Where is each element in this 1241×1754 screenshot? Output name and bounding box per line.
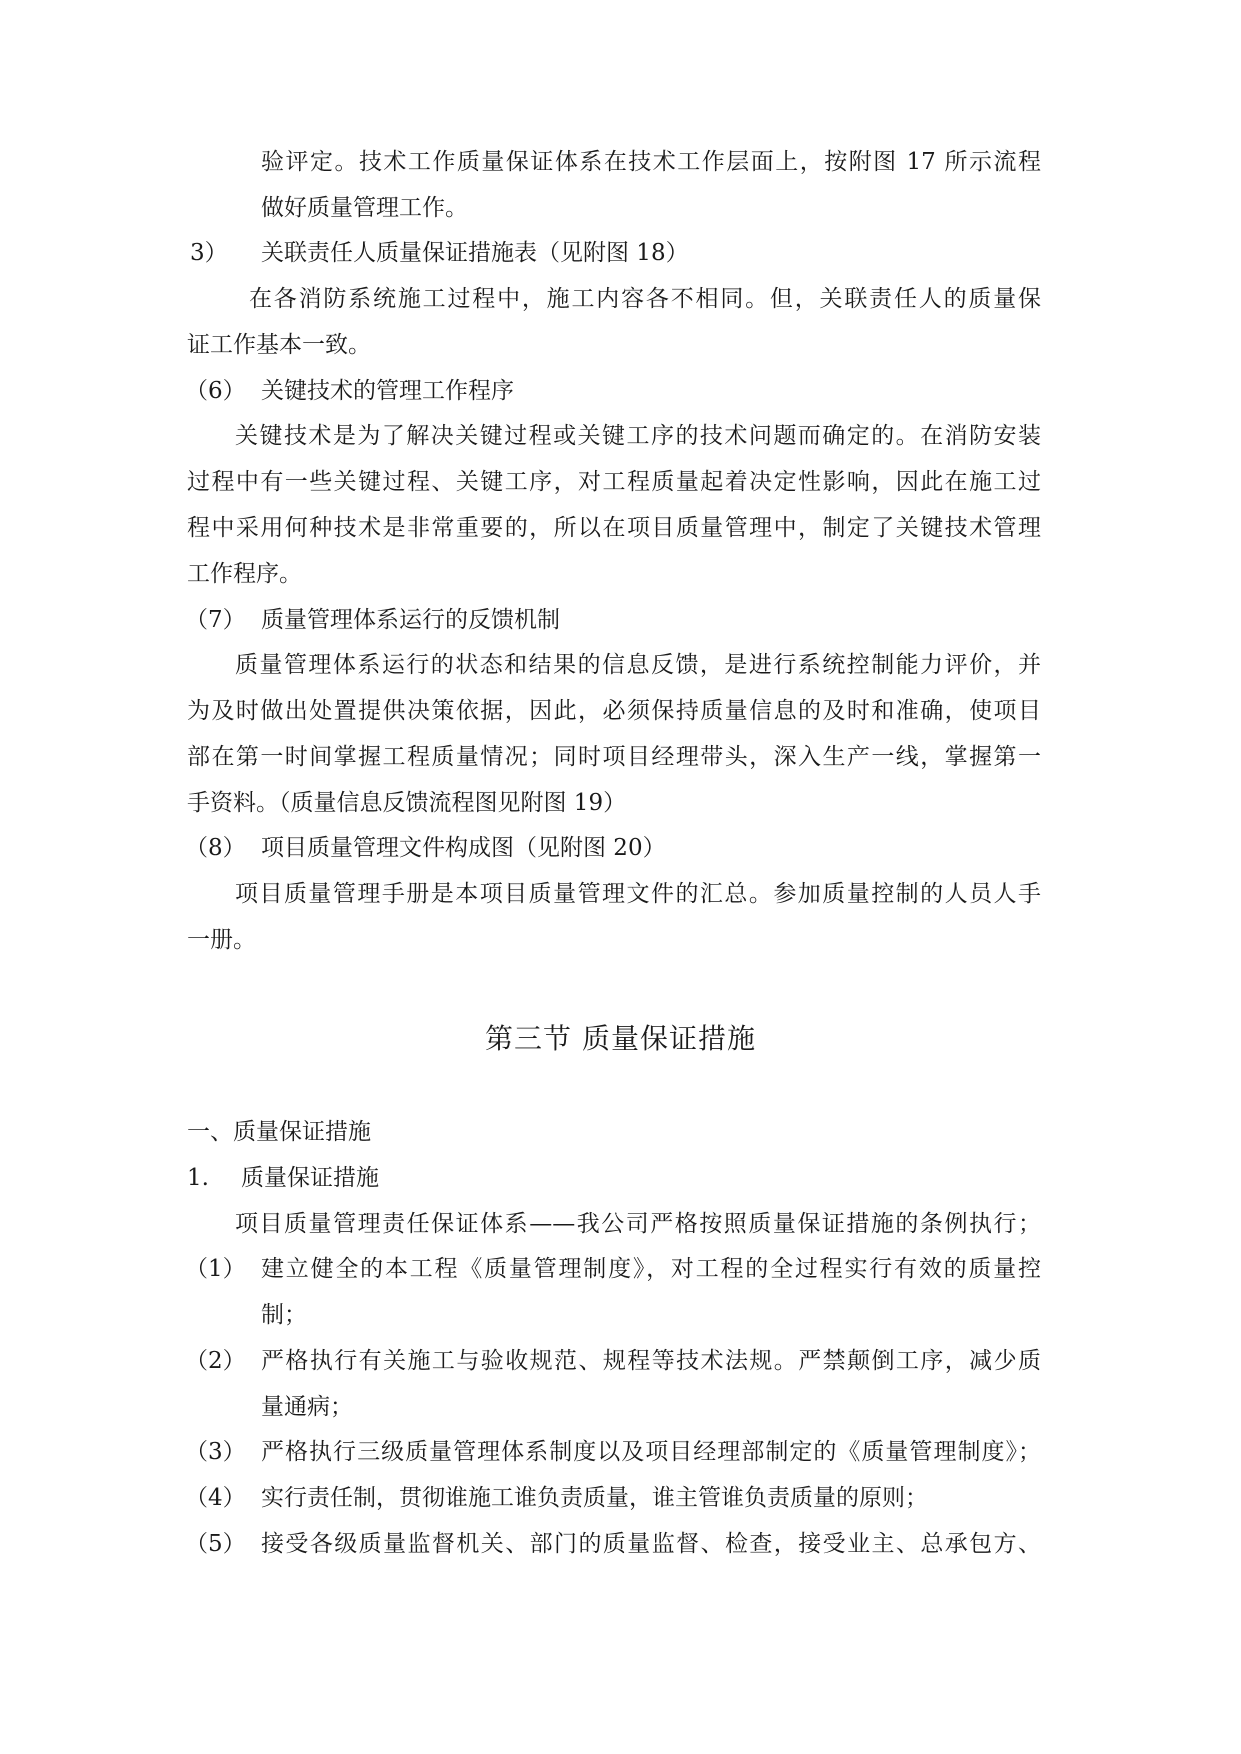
paragraph-line: 部在第一时间掌握工程质量情况；同时项目经理带头，深入生产一线，掌握第一 — [187, 744, 1041, 770]
list-item-number: （1） — [185, 1256, 246, 1282]
list-item-line: 实行责任制，贯彻谁施工谁负责质量，谁主管谁负责质量的原则； — [261, 1485, 928, 1511]
item-heading: 关键技术的管理工作程序 — [261, 378, 514, 404]
paragraph-line: 做好质量管理工作。 — [261, 195, 468, 221]
item-heading: 质量保证措施 — [241, 1165, 379, 1191]
item-number: （7） — [185, 607, 246, 633]
paragraph-line: 工作程序。 — [187, 561, 302, 587]
paragraph-line: 一册。 — [187, 927, 256, 953]
list-item-line: 量通病； — [261, 1394, 353, 1420]
item-heading: 项目质量管理文件构成图（见附图 20） — [261, 835, 666, 861]
list-item-number: （3） — [185, 1439, 246, 1465]
item-heading: 质量管理体系运行的反馈机制 — [261, 607, 560, 633]
paragraph-line: 质量管理体系运行的状态和结果的信息反馈，是进行系统控制能力评价，并 — [235, 652, 1041, 678]
list-item-number: （4） — [185, 1485, 246, 1511]
paragraph-line: 项目质量管理责任保证体系——我公司严格按照质量保证措施的条例执行； — [235, 1211, 1041, 1237]
list-item-line: 严格执行三级质量管理体系制度以及项目经理部制定的《质量管理制度》； — [261, 1439, 1041, 1465]
list-item-line: 接受各级质量监督机关、部门的质量监督、检查，接受业主、总承包方、 — [261, 1531, 1041, 1557]
paragraph-line: 项目质量管理手册是本项目质量管理文件的汇总。参加质量控制的人员人手 — [235, 881, 1041, 907]
paragraph-line: 过程中有一些关键过程、关键工序，对工程质量起着决定性影响，因此在施工过 — [187, 469, 1041, 495]
section-title: 第三节 质量保证措施 — [485, 1022, 756, 1055]
item-number: 3） — [190, 240, 228, 266]
paragraph-line: 在各消防系统施工过程中，施工内容各不相同。但，关联责任人的质量保 — [249, 286, 1041, 312]
paragraph-line: 验评定。技术工作质量保证体系在技术工作层面上，按附图 17 所示流程 — [261, 149, 1041, 175]
list-item-line: 严格执行有关施工与验收规范、规程等技术法规。严禁颠倒工序，减少质 — [261, 1348, 1041, 1374]
paragraph-line: 程中采用何种技术是非常重要的，所以在项目质量管理中，制定了关键技术管理 — [187, 515, 1041, 541]
item-heading: 关联责任人质量保证措施表（见附图 18） — [261, 240, 689, 266]
list-item-line: 建立健全的本工程《质量管理制度》，对工程的全过程实行有效的质量控 — [261, 1256, 1041, 1282]
list-item-number: （5） — [185, 1531, 246, 1557]
item-number: （8） — [185, 835, 246, 861]
subsection-heading: 一、质量保证措施 — [187, 1119, 371, 1145]
paragraph-line: 手资料。（质量信息反馈流程图见附图 19） — [187, 790, 627, 816]
paragraph-line: 关键技术是为了解决关键过程或关键工序的技术问题而确定的。在消防安装 — [235, 423, 1041, 449]
item-number: （6） — [185, 378, 246, 404]
paragraph-line: 为及时做出处置提供决策依据，因此，必须保持质量信息的及时和准确，使项目 — [187, 698, 1041, 724]
paragraph-line: 证工作基本一致。 — [187, 332, 371, 358]
list-item-number: （2） — [185, 1348, 246, 1374]
list-item-line: 制； — [261, 1302, 307, 1328]
item-number: 1. — [187, 1165, 209, 1191]
